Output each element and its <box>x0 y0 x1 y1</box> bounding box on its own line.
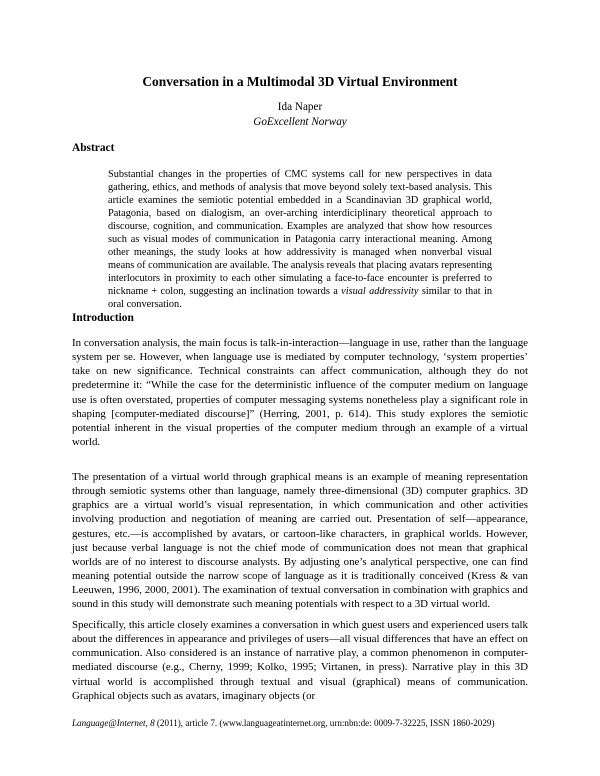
abstract-italic-term: visual addressivity <box>341 286 419 298</box>
footer-journal: Language@Internet, 8 <box>72 718 155 728</box>
footer-citation: (2011), article 7. (www.languageatinternet.org, urn:nbn:de: 0009-7-32225, ISSN 1860-2029) <box>154 718 495 728</box>
intro-paragraph-1: In conversation analysis, the main focus is talk-in-interaction—language in use, rather than the language system per se. However, when language use is mediated by computer technology, ‘system properties’ take on new significance. Technical constraints can affect communication, although they do not predetermine it: “While the case for the deterministic influence of the computer medium on language use is often overstated, properties of computer messaging systems nonetheless play a significant role in shaping [computer-mediated discourse]” (Herring, 2001, p. 614). This study explores the semiotic potential inherent in the visual properties of the computer medium through an example of a virtual world. <box>72 337 528 449</box>
intro-paragraph-3: Specifically, this article closely examines a conversation in which guest users and experienced users talk about the differences in appearance and privileges of users—all visual differences that have an effect on communication. Also considered is an instance of narrative play, a common phenomenon in computer-mediated discourse (e.g., Cherny, 1999; Kolko, 1995; Virtanen, in press). Narrative play in this 3D virtual world is accomplished through textual and visual (graphical) means of communication. Graphical objects such as avatars, imaginary objects (or <box>72 619 528 702</box>
introduction-heading: Introduction <box>72 312 134 324</box>
paper-title: Conversation in a Multimodal 3D Virtual Environment <box>142 74 458 89</box>
intro-paragraph-2: The presentation of a virtual world through graphical means is an example of meaning representation through semiotic systems other than language, namely three-dimensional (3D) computer graphics. 3D graphics are a virtual world’s visual representation, in which communication and other activities involving production and negotiation of meaning are carried out. Presentation of self—appearance, gestures, etc.—is accomplished by avatars, or cartoon-like characters, in graphical worlds. However, just because verbal language is not the chief mode of communication does not mean that graphical worlds are of no interest to discourse analysts. By adjusting one’s analytical perspective, one can find meaning potential outside the narrow scope of language as it is traditionally conceived (Kress & van Leeuwen, 1996, 2000, 2001). The examination of textual conversation in combination with graphics and sound in this study will demonstrate such meaning potentials with respect to a 3D virtual world. <box>72 471 528 611</box>
abstract-heading: Abstract <box>72 142 115 154</box>
abstract-text-main: Substantial changes in the properties of CMC systems call for new perspectives in data gathering, ethics, and methods of analysis that move beyond solely text-based analysis. This article examines the semiotic potential embedded in a Scandinavian 3D graphical world, Patagonia, based on dialogism, an over-arching interdiciplinary theoretical approach to discourse, cognition, and communication. Examples are analyzed that show how resources such as visual modes of communication in Patagonia carry interactional meaning. Among other meanings, the study looks at how addressivity is managed when nonverbal visual means of communication are available. The analysis reveals that placing avatars representing interlocutors in proximity to each other simulating a face-to-face encounter is preferred to nickname + colon, suggesting an inclination towards a <box>108 169 492 298</box>
author-affiliation: GoExcellent Norway <box>253 116 347 128</box>
page-footer <box>72 718 552 728</box>
abstract-text-end: similar to that in oral conversation. <box>108 286 492 311</box>
abstract-text <box>108 168 492 312</box>
author-name: Ida Naper <box>277 101 323 113</box>
